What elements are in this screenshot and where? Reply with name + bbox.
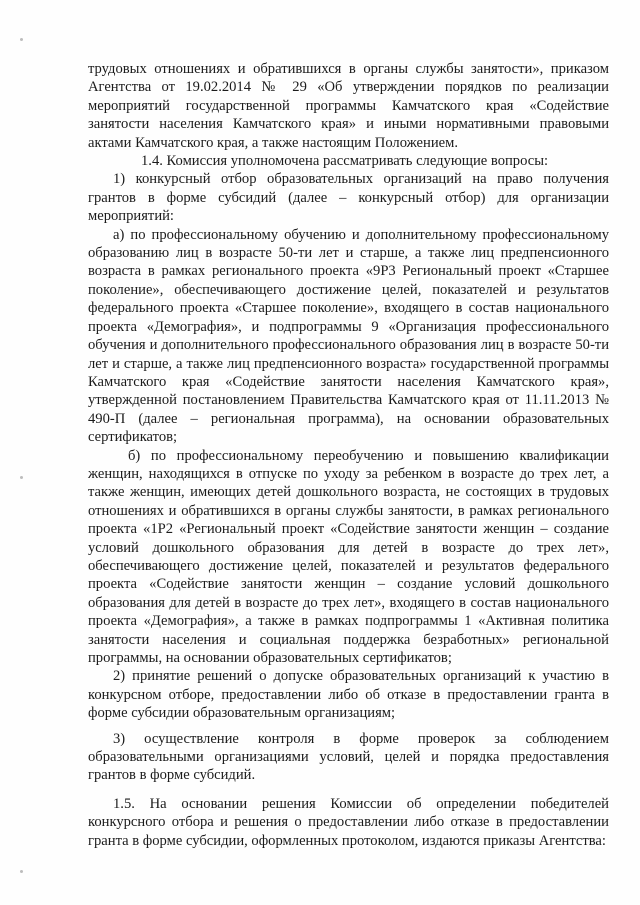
paragraph-item-3: 3) осуществление контроля в форме проверок за соблюдением образовательными организациями условий, целей и порядка предоставления грантов в форме субсидий. — [88, 730, 609, 784]
paragraph-1-5: 1.5. На основании решения Комиссии об определении победителей конкурсного отбора и решения о предоставлении либо отказе в предоставлении гранта в форме субсидии, оформленных протоколом, издаются приказы Агентства: — [88, 795, 609, 849]
paragraph-continuation: трудовых отношениях и обратившихся в органы службы занятости», приказом Агентства от 19.02.2014 № 29 «Об утверждении порядков по реализации мероприятий государственной программы Камчатского края «Содействие занятости населения Камчатского края» и иными нормативными правовыми актами Камчатского края, а также настоящим Положением. — [88, 61, 609, 151]
paragraph-item-1: 1) конкурсный отбор образовательных организаций на право получения грантов в форме субсидий (далее – конкурсный отбор) для организации мероприятий: — [88, 171, 609, 225]
scan-mark — [20, 38, 23, 41]
paragraph-item-2: 2) принятие решений о допуске образовательных организаций к участию в конкурсном отборе, предоставлении либо об отказе в предоставлении гранта в форме субсидии образовательным организациям; — [88, 668, 609, 722]
scan-mark — [20, 476, 23, 479]
document-body — [88, 60, 609, 850]
paragraph-1-4: 1.4. Комиссия уполномочена рассматривать следующие вопросы: — [141, 153, 549, 170]
paragraph-item-1b: б) по профессиональному переобучению и повышению квалификации женщин, находящихся в отпуске по уходу за ребенком в возрасте до трех лет, а также женщин, имеющих детей дошкольного возраста, не состоящих в трудовых отношениях и обратившихся в органы службы занятости, в рамках регионального проекта «1Р2 «Региональный проект «Содействие занятости женщин – создание условий дошкольного образования для детей в возрасте до трех лет», обеспечивающего достижение целей, показателей и результатов федерального проекта «Содействие занятости женщин – создание условий дошкольного образования для детей в возрасте до трех лет», входящего в состав национального проекта «Демография», а также в рамках подпрограммы 1 «Активная политика занятости населения и социальная поддержка безработных» региональной программы, на основании образовательных сертификатов; — [88, 447, 609, 666]
scan-mark — [20, 870, 23, 873]
paragraph-item-1a: а) по профессиональному обучению и дополнительному профессиональному образованию лиц в возрасте 50-ти лет и старше, а также лиц предпенсионного возраста в рамках регионального проекта «9Р3 Региональный проект «Старшее поколение», обеспечивающего достижение целей, показателей и результатов федерального проекта «Старшее поколение», входящего в состав национального проекта «Демография», и подпрограммы 9 «Организация профессионального обучения и дополнительного профессионального образования лиц в возрасте 50-ти лет и старше, а также лиц предпенсионного возраста» государственной программы Камчатского края «Содействие занятости населения Камчатского края», утвержденной постановлением Правительства Камчатского края от 11.11.2013 № 490-П (далее – региональная программа), на основании образовательных сертификатов; — [88, 226, 609, 446]
